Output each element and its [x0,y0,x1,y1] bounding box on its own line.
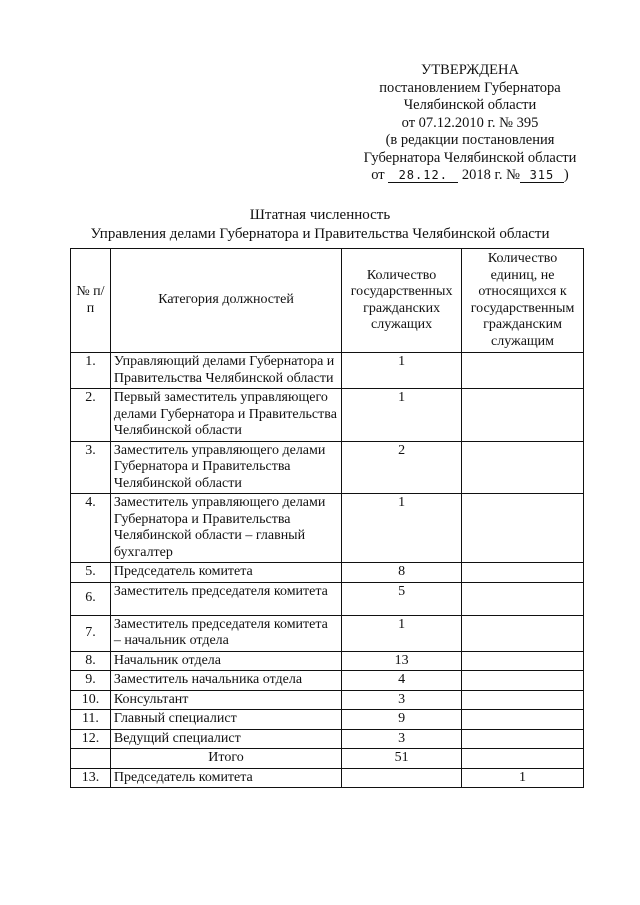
row-category: Заместитель председателя комитета – начальник отдела [110,615,341,651]
row-category: Заместитель управляющего делами Губернатора и Правительства Челябинской области – главный бухгалтер [110,494,341,563]
row-non-gov-count [462,441,584,494]
row-category: Управляющий делами Губернатора и Правительства Челябинской области [110,353,341,389]
row-number: 10. [71,690,111,710]
row-number: 12. [71,729,111,749]
row-non-gov-count [462,651,584,671]
row-number: 1. [71,353,111,389]
row-category: Заместитель председателя комитета [110,582,341,615]
table-row [71,729,584,749]
table-row [71,563,584,583]
row-number: 2. [71,389,111,442]
row-non-gov-count [462,671,584,691]
table-row [71,671,584,691]
row-number: 9. [71,671,111,691]
row-gov-count [342,768,462,788]
row-non-gov-count [462,729,584,749]
row-number: 5. [71,563,111,583]
row-number: 6. [71,582,111,615]
approval-line-5: Губернатора Челябинской области [363,149,577,166]
table-row [71,494,584,563]
table-row [71,353,584,389]
row-number: 4. [71,494,111,563]
table-row [71,690,584,710]
row-category: Консультант [110,690,341,710]
row-gov-count: 2 [342,441,462,494]
row-non-gov-count [462,615,584,651]
row-number: 11. [71,710,111,730]
approval-line-4: (в редакции постановления [385,132,555,148]
table-row [71,768,584,788]
row-gov-count: 1 [342,494,462,563]
row-category: Заместитель начальника отдела [110,671,341,691]
approval-date-line [340,167,600,185]
table-row [71,441,584,494]
row-number: 13. [71,768,111,788]
row-non-gov-count [462,494,584,563]
row-category: Первый заместитель управляющего делами Губернатора и Правительства Челябинской области [110,389,341,442]
table-row [71,710,584,730]
table-row [71,651,584,671]
staffing-table [70,248,584,788]
table-row [71,749,584,769]
row-number [71,749,111,769]
row-gov-count: 5 [342,582,462,615]
row-non-gov-count [462,582,584,615]
approval-line-3: от 07.12.2010 г. № 395 [401,114,539,131]
row-gov-count: 4 [342,671,462,691]
row-category: Главный специалист [110,710,341,730]
row-gov-count: 1 [342,615,462,651]
row-non-gov-count [462,353,584,389]
approval-line-2: Челябинской области [403,97,537,113]
row-number: 8. [71,651,111,671]
title-line-1: Штатная численность [249,207,391,223]
handwritten-date: 28.12. [388,168,458,183]
header-non-gov: Количество единиц, не относящихся к государственным гражданским служащим [462,249,584,353]
table-row [71,615,584,651]
header-category: Категория должностей [110,249,341,353]
row-gov-count: 3 [342,729,462,749]
header-gov-servants: Количество государственных гражданских служащих [342,249,462,353]
row-gov-count: 1 [342,389,462,442]
table-header-row [71,249,584,353]
header-number: № п/п [71,249,111,353]
approval-block [340,62,600,185]
row-category: Председатель комитета [110,768,341,788]
row-gov-count: 8 [342,563,462,583]
row-gov-count: 13 [342,651,462,671]
year-text: 2018 г. № [461,167,520,183]
approval-heading: УТВЕРЖДЕНА [421,62,519,78]
row-gov-count: 3 [342,690,462,710]
row-non-gov-count [462,389,584,442]
row-non-gov-count: 1 [462,768,584,788]
row-non-gov-count [462,690,584,710]
close-paren: ) [563,167,569,183]
row-category: Ведущий специалист [110,729,341,749]
row-category: Начальник отдела [110,651,341,671]
row-category: Председатель комитета [110,563,341,583]
row-non-gov-count [462,710,584,730]
table-row [71,389,584,442]
row-category: Заместитель управляющего делами Губернатора и Правительства Челябинской области [110,441,341,494]
handwritten-number: 315 [520,168,564,183]
row-category: Итого [110,749,341,769]
table-row [71,582,584,615]
row-non-gov-count [462,749,584,769]
approval-line-1: постановлением Губернатора [379,79,561,96]
row-gov-count: 9 [342,710,462,730]
row-number: 3. [71,441,111,494]
document-title [40,206,600,244]
row-gov-count: 51 [342,749,462,769]
row-number: 7. [71,615,111,651]
date-prefix: от [371,167,385,183]
row-gov-count: 1 [342,353,462,389]
row-non-gov-count [462,563,584,583]
table-body [71,353,584,788]
title-line-2: Управления делами Губернатора и Правительства Челябинской области [90,226,550,242]
